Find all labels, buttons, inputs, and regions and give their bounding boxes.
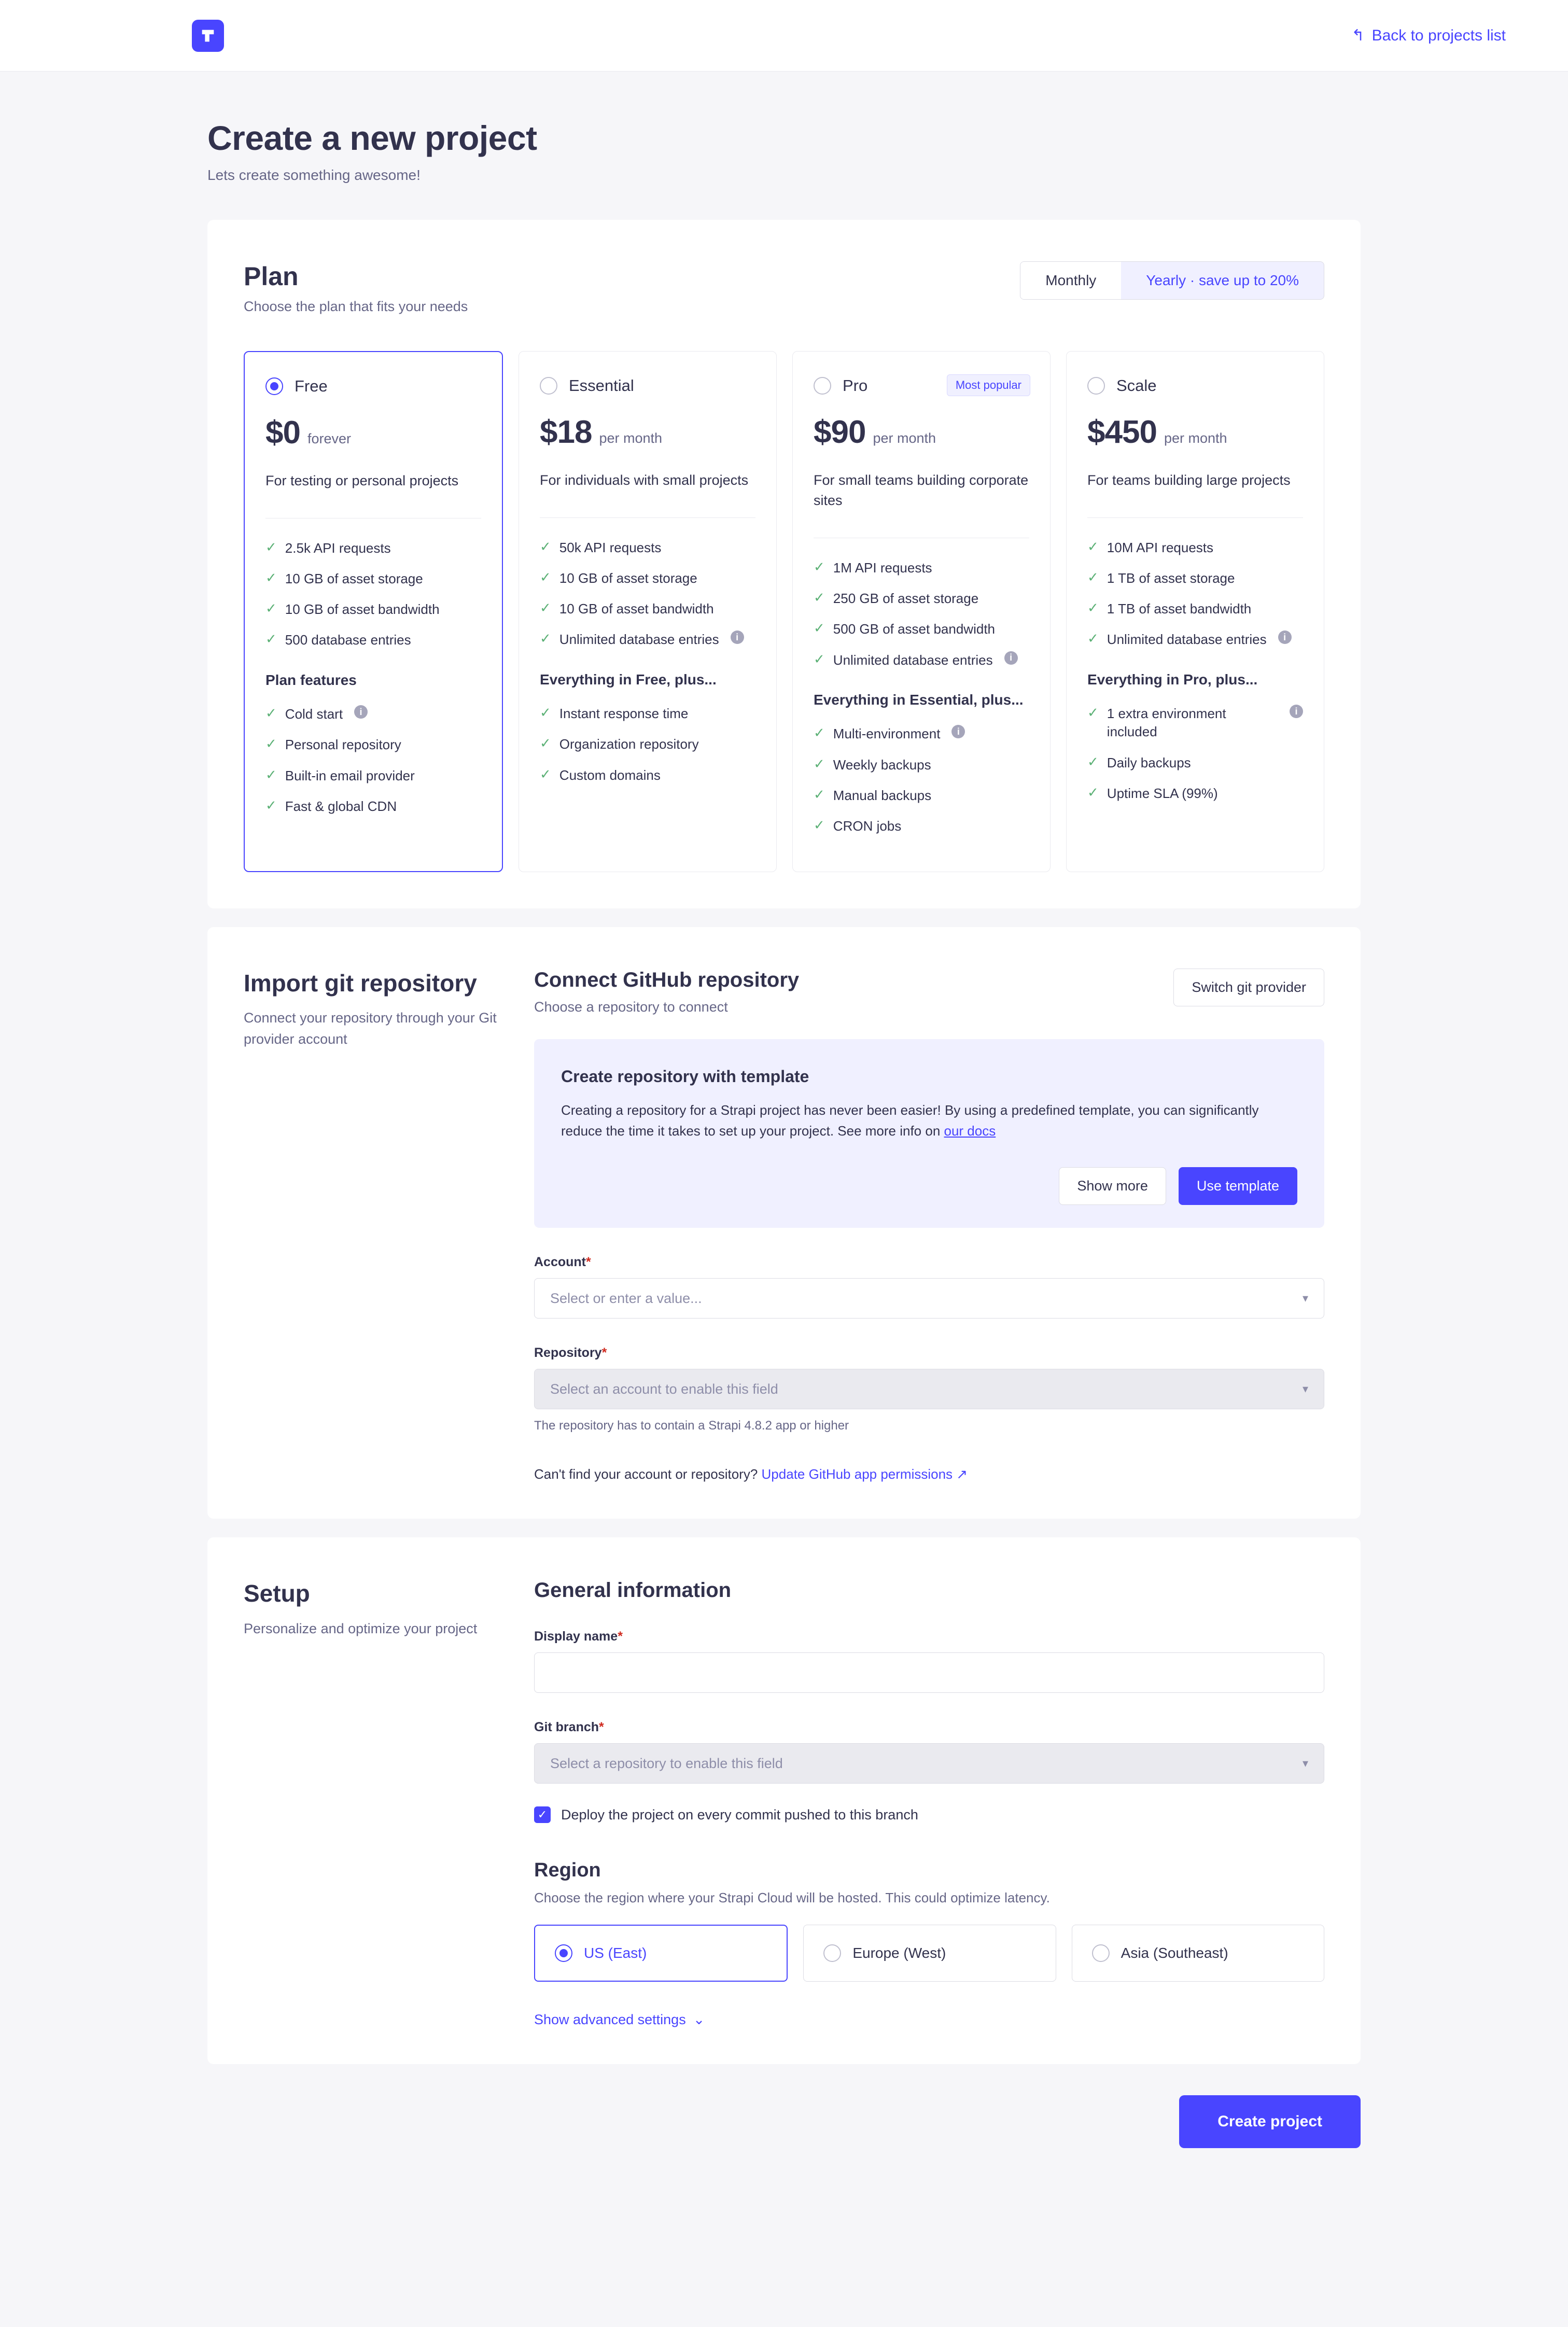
- github-connect-title: Connect GitHub repository: [534, 968, 800, 991]
- account-select[interactable]: [534, 1278, 1324, 1319]
- git-branch-select-value: Select a repository to enable this field: [550, 1755, 783, 1771]
- check-icon: ✓: [540, 705, 551, 721]
- check-icon: ✓: [814, 817, 825, 833]
- plan-essential-price-row: [540, 414, 755, 451]
- plan-feature-label: Weekly backups: [833, 756, 931, 773]
- check-icon: ✓: [540, 766, 551, 782]
- plan-feature-label: Uptime SLA (99%): [1107, 785, 1218, 801]
- plan-feature: [1087, 705, 1303, 741]
- plan-free-price-row: [265, 414, 481, 451]
- account-label-text: Account: [534, 1255, 586, 1270]
- update-github-permissions-link[interactable]: Update GitHub app permissions: [761, 1466, 953, 1482]
- plan-feature-label: Fast & global CDN: [285, 798, 397, 814]
- plan-feature: [1087, 539, 1303, 557]
- plan-pro-description: For small teams building corporate sites: [814, 472, 1029, 509]
- billing-period-toggle[interactable]: [1020, 261, 1324, 300]
- check-icon: ✓: [814, 725, 825, 741]
- check-icon: ✓: [265, 797, 277, 813]
- plan-essential-price: $18: [540, 414, 592, 450]
- plan-feature-label: Manual backups: [833, 787, 932, 803]
- plan-essential-group-title: Everything in Free, plus...: [540, 671, 717, 688]
- page-subtitle: Lets create something awesome!: [207, 167, 421, 183]
- git-branch-label-text: Git branch: [534, 1720, 599, 1735]
- info-icon[interactable]: i: [731, 630, 744, 644]
- account-field: [534, 1255, 1324, 1319]
- plan-feature: [540, 766, 755, 784]
- git-section-subtitle: Connect your repository through your Git provider account: [244, 1010, 497, 1047]
- billing-yearly-option[interactable]: Yearly · save up to 20%: [1146, 272, 1299, 288]
- plan-feature: [265, 767, 481, 785]
- git-branch-select[interactable]: [534, 1743, 1324, 1784]
- check-icon: ✓: [814, 786, 825, 802]
- check-icon: ✓: [1087, 630, 1099, 647]
- deploy-on-commit-label: Deploy the project on every commit pushed to this branch: [561, 1806, 918, 1823]
- display-name-input[interactable]: [534, 1652, 1324, 1693]
- plan-scale-radio[interactable]: [1087, 377, 1105, 395]
- show-more-button[interactable]: Show more: [1059, 1167, 1166, 1205]
- plan-feature: [265, 797, 481, 816]
- plan-scale-price: $450: [1087, 414, 1157, 450]
- plan-feature: [540, 539, 755, 557]
- repository-hint: The repository has to contain a Strapi 4.8.2 app or higher: [534, 1419, 849, 1433]
- plan-feature-label: 10 GB of asset bandwidth: [559, 601, 714, 617]
- check-icon: ✓: [265, 539, 277, 555]
- plan-feature-label: CRON jobs: [833, 818, 902, 834]
- plan-feature-label: 2.5k API requests: [285, 540, 391, 556]
- display-name-label-text: Display name: [534, 1629, 618, 1644]
- plan-feature: [814, 756, 1029, 774]
- plan-pro-name: Pro: [843, 376, 868, 395]
- repository-label: [534, 1345, 1324, 1361]
- plan-feature-label: 500 database entries: [285, 632, 411, 648]
- check-icon: ✓: [814, 651, 825, 667]
- permissions-note-text: Can't find your account or repository?: [534, 1466, 762, 1482]
- check-icon: ✓: [814, 559, 825, 575]
- use-template-button[interactable]: Use template: [1179, 1167, 1297, 1205]
- page-header: [0, 72, 1568, 184]
- plan-feature: [814, 620, 1029, 638]
- repository-select-value: Select an account to enable this field: [550, 1381, 778, 1397]
- check-icon: ✓: [265, 570, 277, 586]
- plan-feature-label: 1 extra environment included: [1107, 706, 1226, 740]
- account-label: [534, 1255, 1324, 1270]
- plan-free-price: $0: [265, 415, 300, 451]
- plan-feature: [265, 539, 481, 557]
- plan-feature-label: 10 GB of asset storage: [559, 570, 697, 586]
- most-popular-badge: Most popular: [947, 374, 1030, 396]
- plan-feature-label: Custom domains: [559, 767, 661, 783]
- plan-feature-label: 250 GB of asset storage: [833, 591, 979, 607]
- git-branch-field: [534, 1720, 1324, 1784]
- git-section-title: Import git repository: [244, 969, 477, 997]
- plan-essential-name: Essential: [569, 376, 634, 395]
- plan-pro-radio[interactable]: [814, 377, 831, 395]
- check-icon: ✓: [540, 735, 551, 751]
- plan-free-group-title: Plan features: [265, 671, 357, 688]
- plan-section-subtitle: Choose the plan that fits your needs: [244, 299, 468, 314]
- check-icon: ✓: [1087, 705, 1099, 721]
- required-marker: *: [618, 1629, 623, 1644]
- plan-feature-label: Cold start: [285, 706, 343, 722]
- strapi-logo-icon[interactable]: [192, 20, 224, 52]
- repository-select[interactable]: [534, 1369, 1324, 1409]
- git-branch-label: [534, 1720, 1324, 1735]
- top-bar: [0, 0, 1568, 72]
- plan-feature-label: Built-in email provider: [285, 767, 415, 783]
- region-europe-west-radio[interactable]: [823, 1944, 841, 1962]
- plan-feature: [540, 705, 755, 723]
- show-advanced-settings-label: Show advanced settings: [534, 2012, 686, 2028]
- info-icon[interactable]: i: [1290, 705, 1303, 718]
- plan-card-pro[interactable]: [792, 351, 1051, 872]
- plan-feature-label: 1 TB of asset storage: [1107, 570, 1235, 586]
- plan-feature: [265, 631, 481, 649]
- plan-feature: [540, 600, 755, 618]
- plan-feature-label: 10 GB of asset storage: [285, 571, 423, 587]
- region-us-east-label: US (East): [584, 1945, 647, 1961]
- info-icon[interactable]: i: [1004, 651, 1018, 665]
- setup-right-column: [534, 1579, 1324, 2028]
- plan-header: [244, 261, 1324, 315]
- plan-feature: [265, 570, 481, 588]
- repository-label-text: Repository: [534, 1345, 602, 1361]
- plan-feature: [265, 705, 481, 723]
- plan-scale-description: For teams building large projects: [1087, 472, 1291, 488]
- region-option-europe-west[interactable]: [803, 1925, 1056, 1982]
- region-title: Region: [534, 1859, 601, 1882]
- repository-field: [534, 1345, 1324, 1433]
- region-option-asia-southeast[interactable]: [1072, 1925, 1324, 1982]
- region-us-east-radio[interactable]: [555, 1944, 572, 1962]
- git-right-column: [534, 969, 1324, 1483]
- chevron-down-icon: ⌄: [693, 2012, 705, 2028]
- plan-free-radio[interactable]: [265, 377, 283, 395]
- github-connect-subtitle: Choose a repository to connect: [534, 999, 728, 1015]
- plan-feature-label: Multi-environment: [833, 726, 941, 742]
- setup-left-column: [244, 1579, 534, 2028]
- our-docs-link[interactable]: our docs: [944, 1123, 996, 1139]
- check-icon: ✓: [265, 600, 277, 616]
- setup-card: [207, 1537, 1361, 2064]
- plan-pro-group-title: Everything in Essential, plus...: [814, 691, 1024, 708]
- switch-git-provider-button[interactable]: Switch git provider: [1173, 969, 1324, 1006]
- plan-card: [207, 220, 1361, 908]
- required-marker: *: [601, 1345, 607, 1361]
- check-icon: ✓: [265, 705, 277, 721]
- plan-feature-label: 1M API requests: [833, 560, 932, 576]
- plan-scale-group-title: Everything in Pro, plus...: [1087, 671, 1258, 688]
- plan-card-essential[interactable]: [519, 351, 777, 872]
- plan-free-header: [265, 377, 481, 396]
- plan-feature: [540, 630, 755, 649]
- plan-essential-header: [540, 376, 755, 395]
- check-icon: ✓: [1087, 539, 1099, 555]
- plan-essential-description: For individuals with small projects: [540, 472, 749, 488]
- chevron-down-icon: ▾: [1302, 1757, 1308, 1770]
- required-marker: *: [599, 1720, 604, 1735]
- region-europe-west-label: Europe (West): [852, 1945, 946, 1961]
- plan-feature: [814, 651, 1029, 669]
- git-import-card: [207, 927, 1361, 1519]
- deploy-on-commit-checkbox[interactable]: ✓: [534, 1806, 551, 1823]
- create-project-button[interactable]: Create project: [1179, 2095, 1361, 2148]
- plan-pro-period: per month: [873, 430, 936, 446]
- template-promo-text-body: Creating a repository for a Strapi project has never been easier! By using a predefined template, you can significantly reduce the time it takes to set up your project. See more info on: [561, 1102, 1259, 1139]
- general-information-title: General information: [534, 1579, 732, 1602]
- plan-feature-label: Personal repository: [285, 737, 401, 753]
- template-promo-banner: [534, 1039, 1324, 1228]
- info-icon[interactable]: i: [354, 705, 368, 719]
- git-left-column: [244, 969, 534, 1483]
- plan-section-title: Plan: [244, 262, 299, 291]
- template-promo-title: Create repository with template: [561, 1067, 809, 1086]
- show-advanced-settings-toggle[interactable]: [534, 2012, 1324, 2028]
- plan-feature-label: 10M API requests: [1107, 540, 1214, 556]
- plan-pro-price-row: [814, 414, 1029, 451]
- plan-feature-label: 10 GB of asset bandwidth: [285, 601, 440, 618]
- plan-feature-label: 50k API requests: [559, 540, 662, 556]
- plan-list: [244, 351, 1324, 872]
- plan-feature: [814, 559, 1029, 577]
- plan-scale-period: per month: [1164, 430, 1227, 446]
- check-icon: ✓: [540, 539, 551, 555]
- back-to-projects-label: Back to projects list: [1371, 26, 1506, 44]
- region-subtitle: Choose the region where your Strapi Cloud will be hosted. This could optimize latency.: [534, 1890, 1050, 1906]
- back-arrow-icon: ↰: [1351, 26, 1365, 44]
- plan-essential-radio[interactable]: [540, 377, 557, 395]
- plan-feature: [265, 600, 481, 619]
- plan-feature: [1087, 754, 1303, 772]
- check-icon: ✓: [1087, 569, 1099, 585]
- display-name-field: [534, 1629, 1324, 1693]
- check-icon: ✓: [265, 766, 277, 782]
- plan-feature-label: 1 TB of asset bandwidth: [1107, 601, 1252, 617]
- plan-scale-divider: [1087, 517, 1303, 518]
- required-marker: *: [586, 1255, 591, 1270]
- check-icon: ✓: [265, 736, 277, 752]
- billing-monthly-option[interactable]: Monthly: [1020, 262, 1121, 299]
- check-icon: ✓: [265, 631, 277, 647]
- page-title: Create a new project: [207, 119, 537, 157]
- check-icon: ✓: [540, 600, 551, 616]
- footer-actions: [0, 2095, 1361, 2148]
- plan-free-name: Free: [295, 377, 328, 395]
- external-link-icon: ↗: [956, 1466, 968, 1482]
- plan-free-period: forever: [307, 431, 352, 446]
- plan-essential-period: per month: [599, 430, 663, 446]
- setup-section-title: Setup: [244, 1580, 310, 1607]
- chevron-down-icon: ▾: [1302, 1292, 1308, 1305]
- permissions-note: [534, 1466, 1324, 1482]
- plan-feature-label: 500 GB of asset bandwidth: [833, 621, 995, 637]
- plan-card-scale[interactable]: [1066, 351, 1324, 872]
- plan-feature: [1087, 784, 1303, 803]
- check-icon: ✓: [814, 620, 825, 636]
- plan-feature: [1087, 630, 1303, 649]
- plan-scale-header: [1087, 376, 1303, 395]
- plan-feature: [540, 569, 755, 587]
- plan-feature-label: Instant response time: [559, 706, 689, 722]
- plan-essential-divider: [540, 517, 755, 518]
- check-icon: ✓: [814, 755, 825, 772]
- display-name-label: [534, 1629, 1324, 1644]
- template-promo-actions: [561, 1167, 1297, 1205]
- plan-feature-label: Organization repository: [559, 736, 699, 752]
- plan-pro-price: $90: [814, 414, 866, 450]
- plan-feature: [814, 725, 1029, 743]
- check-icon: ✓: [814, 590, 825, 606]
- plan-feature: [540, 735, 755, 753]
- plan-free-description: For testing or personal projects: [265, 473, 459, 488]
- region-asia-southeast-radio[interactable]: [1092, 1944, 1110, 1962]
- back-to-projects-link[interactable]: [1351, 27, 1506, 45]
- account-select-value: Select or enter a value...: [550, 1290, 702, 1306]
- region-asia-southeast-label: Asia (Southeast): [1121, 1945, 1228, 1961]
- template-promo-text: [561, 1100, 1297, 1142]
- info-icon[interactable]: i: [1278, 630, 1292, 644]
- plan-feature: [1087, 600, 1303, 618]
- plan-feature: [1087, 569, 1303, 587]
- chevron-down-icon: ▾: [1302, 1382, 1308, 1396]
- plan-feature-label: Daily backups: [1107, 754, 1191, 770]
- plan-feature-label: Unlimited database entries: [559, 632, 719, 648]
- region-option-us-east[interactable]: [534, 1925, 788, 1982]
- check-icon: ✓: [1087, 784, 1099, 800]
- plan-card-free[interactable]: [244, 351, 503, 872]
- info-icon[interactable]: i: [951, 725, 965, 738]
- plan-feature-label: Unlimited database entries: [833, 652, 993, 668]
- deploy-on-commit-row[interactable]: [534, 1806, 1324, 1823]
- check-icon: ✓: [540, 569, 551, 585]
- region-options: [534, 1925, 1324, 1982]
- plan-feature: [814, 817, 1029, 835]
- check-icon: ✓: [1087, 600, 1099, 616]
- check-icon: ✓: [1087, 753, 1099, 769]
- check-icon: ✓: [540, 630, 551, 647]
- plan-feature: [265, 736, 481, 754]
- plan-scale-price-row: [1087, 414, 1303, 451]
- github-connect-header: [534, 969, 1324, 1015]
- plan-scale-name: Scale: [1116, 376, 1157, 395]
- plan-feature: [814, 590, 1029, 608]
- setup-section-subtitle: Personalize and optimize your project: [244, 1620, 478, 1636]
- plan-feature-label: Unlimited database entries: [1107, 632, 1267, 648]
- plan-feature: [814, 787, 1029, 805]
